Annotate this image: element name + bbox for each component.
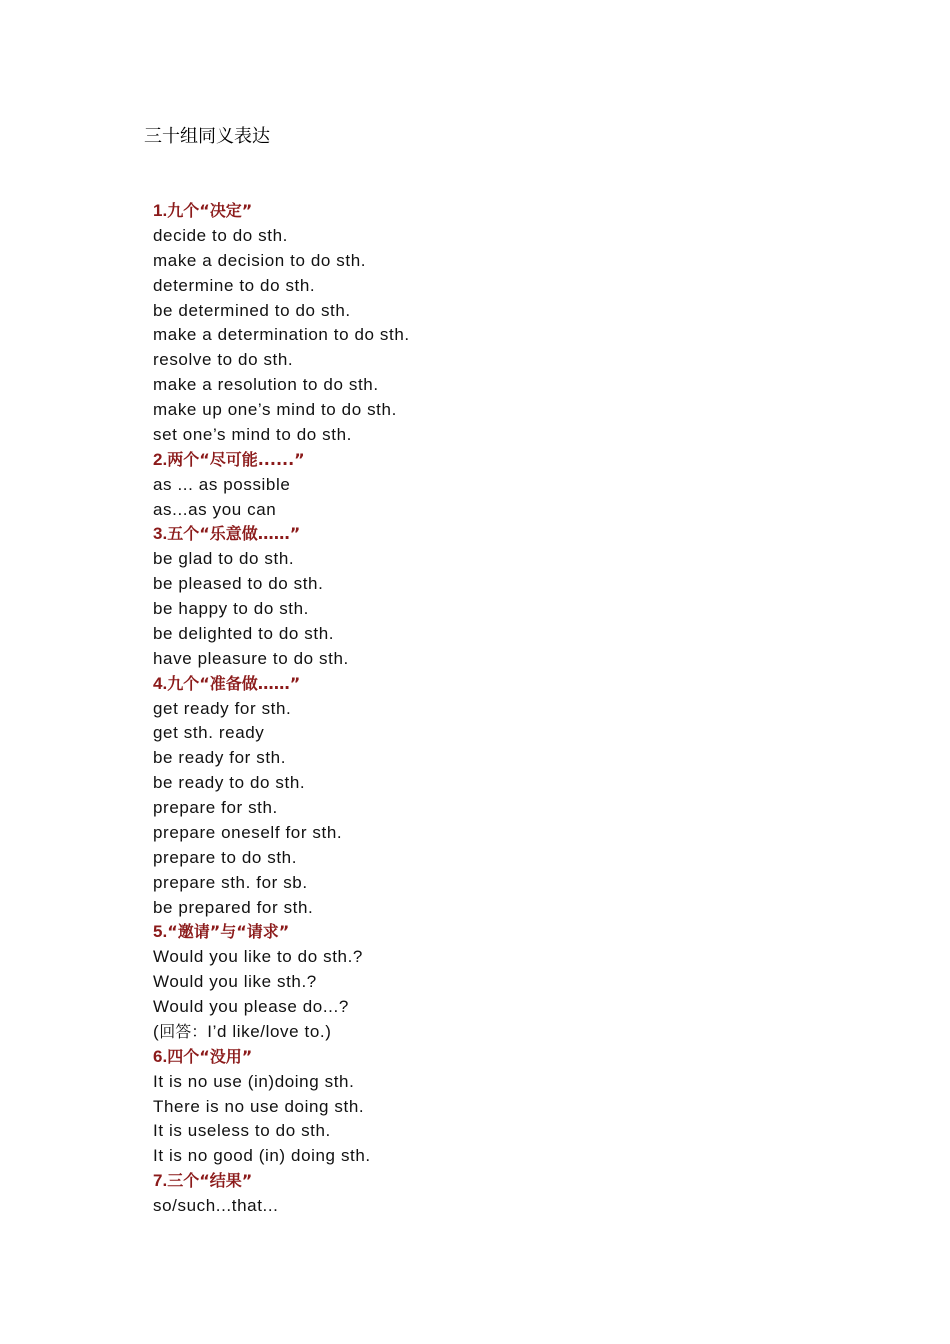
- section-number: 4.: [153, 673, 168, 693]
- entry: get ready for sth.: [153, 698, 292, 718]
- answer-note: [153, 1020, 853, 1045]
- section-number: 6.: [153, 1046, 168, 1066]
- note-label: 回答：: [159, 1021, 208, 1041]
- entry: be delighted to do sth.: [153, 623, 335, 643]
- document-body: [153, 199, 853, 1219]
- section-heading: [153, 522, 853, 547]
- entry: prepare oneself for sth.: [153, 822, 343, 842]
- entry: Would you like to do sth.?: [153, 947, 363, 967]
- entry: get sth. ready: [153, 723, 265, 743]
- entry: so/such...that...: [153, 1196, 279, 1215]
- entry: prepare for sth.: [153, 798, 278, 817]
- section-title: 三个“结果”: [167, 1171, 253, 1191]
- section-title: 九个“决定”: [167, 201, 253, 220]
- entry: It is no use (in)doing sth.: [153, 1071, 355, 1091]
- section-title: 四个“没用”: [167, 1046, 253, 1066]
- entry: make a decision to do sth.: [153, 250, 367, 270]
- entry: make a determination to do sth.: [153, 325, 410, 345]
- section-title: 五个“乐意做……”: [167, 524, 301, 544]
- document-title: 三十组同义表达: [144, 126, 270, 147]
- entry: as...as you can: [153, 499, 277, 519]
- entry: resolve to do sth.: [153, 350, 294, 370]
- section-title: “邀请”与“请求”: [167, 922, 290, 942]
- entry: be happy to do sth.: [153, 599, 310, 618]
- section-2: [153, 448, 853, 523]
- section-number: 5.: [153, 922, 168, 942]
- entry: There is no use doing sth.: [153, 1096, 365, 1116]
- entry: as ... as possible: [153, 474, 291, 494]
- section-number: 1.: [153, 201, 168, 220]
- entry: It is no good (in) doing sth.: [153, 1146, 371, 1166]
- section-heading: [153, 1169, 853, 1194]
- section-title: 九个“准备做……”: [167, 673, 301, 693]
- entry: set one’s mind to do sth.: [153, 424, 352, 444]
- entry: be determined to do sth.: [153, 300, 351, 320]
- note-text: I’d like/love to.): [207, 1021, 332, 1041]
- section-6: [153, 1045, 853, 1169]
- entry: have pleasure to do sth.: [153, 648, 349, 668]
- entry: determine to do sth.: [153, 275, 316, 295]
- section-3: [153, 522, 853, 671]
- section-heading: [153, 1045, 853, 1070]
- entry: prepare sth. for sb.: [153, 872, 308, 892]
- section-number: 7.: [153, 1171, 168, 1191]
- entry: be ready to do sth.: [153, 773, 306, 793]
- entry: be ready for sth.: [153, 748, 287, 768]
- section-number: 2.: [153, 449, 168, 469]
- section-heading: [153, 920, 853, 945]
- section-title: 两个“尽可能......”: [167, 449, 305, 469]
- entry: decide to do sth.: [153, 225, 288, 245]
- section-heading: [153, 199, 853, 224]
- entry: prepare to do sth.: [153, 847, 298, 867]
- note-open: (: [153, 1021, 160, 1041]
- section-number: 3.: [153, 524, 168, 544]
- entry: be prepared for sth.: [153, 897, 314, 917]
- entry: Would you please do...?: [153, 997, 349, 1016]
- entry: be pleased to do sth.: [153, 574, 324, 594]
- section-heading: [153, 672, 853, 697]
- entry: It is useless to do sth.: [153, 1121, 331, 1141]
- section-5: [153, 920, 853, 1044]
- section-1: [153, 199, 853, 448]
- entry: Would you like sth.?: [153, 972, 317, 992]
- section-4: [153, 672, 853, 921]
- section-heading: [153, 448, 853, 473]
- section-7: [153, 1169, 853, 1219]
- entry: make a resolution to do sth.: [153, 375, 379, 395]
- entry: be glad to do sth.: [153, 549, 295, 569]
- entry: make up one’s mind to do sth.: [153, 400, 397, 419]
